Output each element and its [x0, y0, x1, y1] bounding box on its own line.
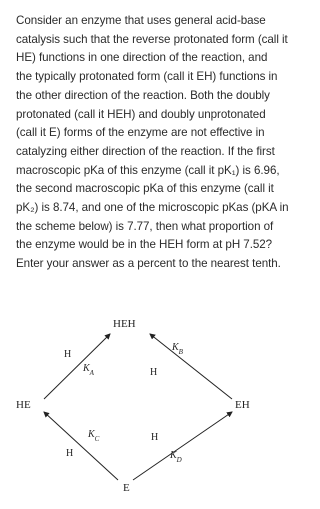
- question-line: (call it E) forms of the enzyme are not effective in: [16, 126, 265, 140]
- question-line: the second macroscopic pKa of this enzyme (call it: [16, 182, 274, 196]
- question-line: the enzyme would be in the HEH form at pH 7.52?: [16, 238, 273, 252]
- question-line: the other direction of the reaction. Both the doubly: [16, 88, 270, 102]
- question-line: Enter your answer as a percent to the nearest tenth.: [16, 257, 281, 271]
- question-line: pK₂) is 8.74, and one of the microscopic pKas (pKA in: [16, 201, 289, 215]
- question-line: the typically protonated form (call it EH) functions in: [16, 70, 278, 84]
- question-line: catalysis such that the reverse protonated form (call it: [16, 32, 288, 46]
- question-line: protonated (call it HEH) and doubly unprotonated: [16, 107, 266, 121]
- node-heh: HEH: [113, 318, 136, 330]
- arrow-he-to-heh: [44, 334, 110, 399]
- question-line: Consider an enzyme that uses general acid-base: [16, 14, 266, 27]
- constant-ka: $K_A$: [83, 363, 94, 377]
- arrow-e-to-he: [44, 412, 118, 480]
- question-line: the scheme below) is 7.77, then what proportion of: [16, 219, 274, 233]
- constant-kd: $K_D$: [170, 450, 182, 464]
- arrow-eh-to-heh: [150, 334, 232, 399]
- question-line: macroscopic pKa of this enzyme (call it pK₁) is 6.96,: [16, 163, 280, 177]
- proton-label-lower-left: H: [66, 448, 74, 459]
- node-eh: EH: [235, 399, 250, 411]
- proton-label-upper-right: H: [150, 367, 158, 378]
- constant-kb: $K_B$: [172, 342, 183, 356]
- proton-label-upper-left: H: [64, 349, 72, 360]
- constant-kc: $K_C$: [88, 429, 100, 443]
- equilibrium-scheme: [0, 292, 319, 509]
- question-line: catalyzing either direction of the reaction. If the first: [16, 144, 275, 158]
- question-text: [16, 12, 312, 274]
- proton-label-lower-right: H: [151, 432, 159, 443]
- node-e: E: [123, 482, 130, 494]
- node-he: HE: [16, 399, 31, 411]
- question-line: HE) functions in one direction of the reaction, and: [16, 51, 268, 65]
- arrow-e-to-eh: [133, 412, 232, 480]
